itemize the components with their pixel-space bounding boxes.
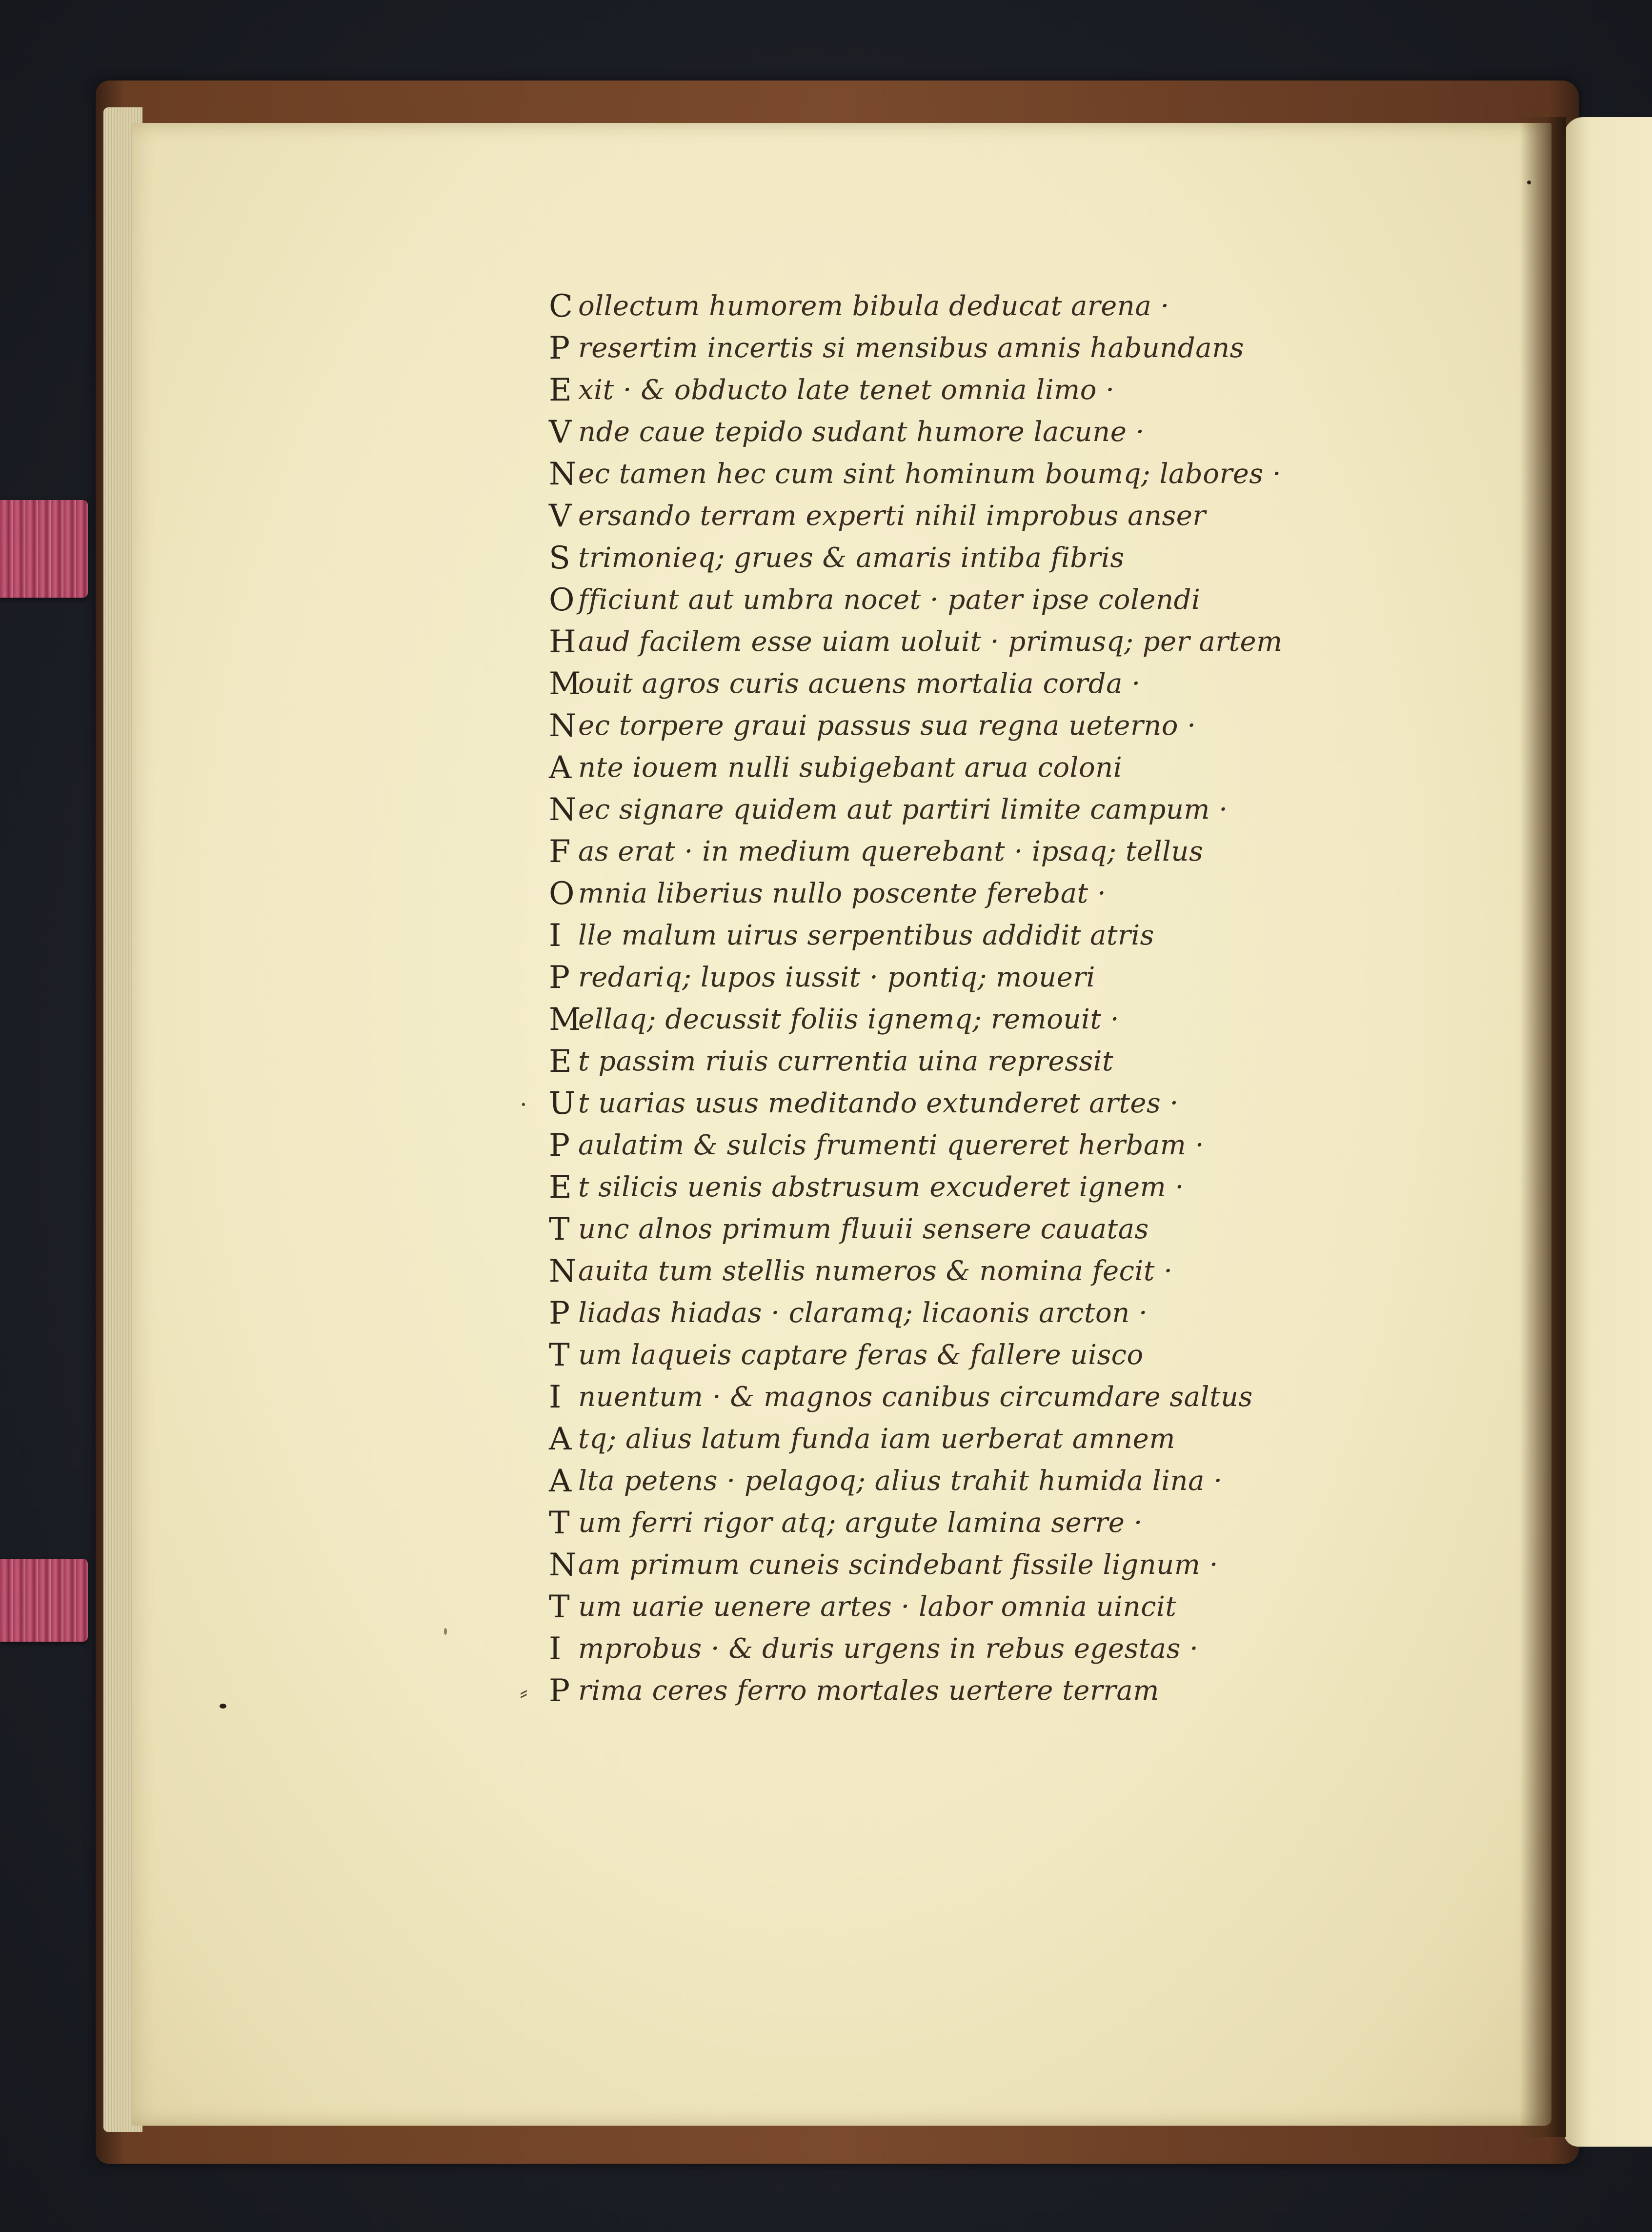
- verse-text: xit · & obducto late tenet omnia limo ·: [578, 374, 1115, 406]
- verse-initial: N: [549, 1253, 576, 1289]
- verse-initial: M: [549, 666, 581, 702]
- verse-line: [549, 747, 1427, 789]
- verse-text: as erat · in medium querebant · ipsaq; tellus: [578, 836, 1204, 867]
- verse-text: ellaq; decussit foliis ignemq; remouit ·: [578, 1004, 1120, 1035]
- verse-line: [549, 1628, 1427, 1670]
- verse-line: [549, 1166, 1427, 1208]
- verse-text: nde caue tepido sudant humore lacune ·: [578, 416, 1145, 448]
- verse-initial: T: [549, 1211, 570, 1247]
- verse-line: [549, 537, 1427, 579]
- verse-line: [549, 915, 1427, 957]
- ink-speck: [444, 1628, 447, 1635]
- verse-line: [549, 663, 1427, 705]
- verse-initial: V: [549, 498, 572, 534]
- verse-text: unc alnos primum fluuii sensere cauatas: [578, 1213, 1149, 1245]
- verse-initial: P: [549, 1295, 570, 1331]
- verse-text: ec torpere graui passus sua regna ueterno ·: [578, 710, 1196, 742]
- verse-line: [549, 285, 1427, 327]
- verse-line: [549, 957, 1427, 999]
- verse-line: [549, 621, 1427, 663]
- margin-mark: ⸗: [520, 1678, 528, 1706]
- textile-tie-upper: [0, 500, 88, 598]
- verse-text: rima ceres ferro mortales uertere terram: [578, 1675, 1159, 1707]
- verse-line: [549, 705, 1427, 747]
- verse-initial: A: [549, 1421, 572, 1457]
- verse-text: am primum cuneis scindebant fissile lignum ·: [578, 1549, 1219, 1581]
- verse-line: [549, 873, 1427, 915]
- verse-initial: O: [549, 876, 575, 912]
- verse-text: redariq; lupos iussit · pontiq; moueri: [578, 962, 1095, 993]
- verse-text: auita tum stellis numeros & nomina fecit ·: [578, 1255, 1173, 1287]
- verse-line: [520, 1083, 1427, 1125]
- verse-initial: N: [549, 708, 576, 744]
- verse-line: [549, 495, 1427, 537]
- verse-initial: P: [549, 1673, 570, 1709]
- verse-line: [549, 453, 1427, 495]
- verse-initial: P: [549, 1127, 570, 1164]
- verse-initial: H: [549, 624, 576, 660]
- verse-text: um uarie uenere artes · labor omnia uincit: [578, 1591, 1177, 1623]
- verse-initial: C: [549, 288, 573, 324]
- verse-initial: A: [549, 1463, 572, 1499]
- verse-initial: O: [549, 582, 575, 618]
- verse-text: t silicis uenis abstrusum excuderet ignem ·: [578, 1171, 1184, 1203]
- verse-line: [549, 579, 1427, 621]
- verse-line: [549, 831, 1427, 873]
- verse-line: [549, 1208, 1427, 1250]
- verse-text: resertim incertis si mensibus amnis habundans: [578, 332, 1244, 364]
- verse-text: um laqueis captare feras & fallere uisco: [578, 1339, 1144, 1371]
- verse-line: [549, 1292, 1427, 1334]
- verse-initial: E: [549, 1169, 572, 1206]
- verse-text: mprobus · & duris urgens in rebus egestas ·: [578, 1633, 1199, 1665]
- verse-text: aulatim & sulcis frumenti quereret herbam ·: [578, 1129, 1204, 1161]
- gutter-shadow: [1520, 117, 1566, 2137]
- verse-initial: V: [549, 414, 572, 450]
- verse-initial: P: [549, 330, 570, 366]
- verse-line: [549, 1418, 1427, 1460]
- verse-text: ec signare quidem aut partiri limite campum ·: [578, 794, 1228, 825]
- verse-line: [549, 411, 1427, 453]
- verse-initial: M: [549, 1002, 581, 1038]
- verse-initial: I: [549, 1379, 562, 1415]
- verse-text: ollectum humorem bibula deducat arena ·: [578, 290, 1169, 322]
- verse-initial: N: [549, 792, 576, 828]
- verse-text: um ferri rigor atq; argute lamina serre ·: [578, 1507, 1143, 1539]
- verse-text: liadas hiadas · claramq; licaonis arcton ·: [578, 1297, 1148, 1329]
- verse-initial: E: [549, 1044, 572, 1080]
- verse-line: [520, 1670, 1427, 1712]
- verse-line: [549, 1041, 1427, 1083]
- verse-text: lle malum uirus serpentibus addidit atris: [578, 920, 1154, 951]
- verse-text: nuentum · & magnos canibus circumdare saltus: [578, 1381, 1253, 1413]
- verse-initial: N: [549, 456, 576, 492]
- verse-initial: I: [549, 918, 562, 954]
- verse-text: nte iouem nulli subigebant arua coloni: [578, 752, 1123, 784]
- verse-line: [549, 1334, 1427, 1376]
- verse-initial: T: [549, 1337, 570, 1373]
- verse-text-block: [520, 285, 1427, 1712]
- verse-initial: U: [549, 1086, 575, 1122]
- verse-initial: A: [549, 750, 572, 786]
- verse-text: tq; alius latum funda iam uerberat amnem: [578, 1423, 1175, 1455]
- verse-initial: T: [549, 1589, 570, 1625]
- verse-line: [549, 1586, 1427, 1628]
- verse-text: ec tamen hec cum sint hominum boumq; labores ·: [578, 458, 1282, 490]
- verse-initial: F: [549, 834, 571, 870]
- verse-text: ouit agros curis acuens mortalia corda ·: [578, 668, 1141, 700]
- verse-text: fficiunt aut umbra nocet · pater ipse colendi: [578, 584, 1201, 616]
- verse-text: aud facilem esse uiam uoluit · primusq; per artem: [578, 626, 1283, 658]
- verse-initial: E: [549, 372, 572, 408]
- ink-speck: [220, 1704, 226, 1709]
- facing-page-edge: [1564, 117, 1652, 2147]
- verse-initial: P: [549, 960, 570, 996]
- verse-line: [549, 789, 1427, 831]
- verse-text: ersando terram experti nihil improbus anser: [578, 500, 1206, 532]
- verse-text: t uarias usus meditando extunderet artes ·: [578, 1087, 1179, 1119]
- verse-line: [549, 1502, 1427, 1544]
- textile-tie-lower: [0, 1559, 88, 1642]
- verse-line: [549, 1125, 1427, 1166]
- verse-line: [549, 999, 1427, 1041]
- verse-line: [549, 369, 1427, 411]
- verse-text: trimonieq; grues & amaris intiba fibris: [578, 542, 1125, 574]
- verse-initial: S: [549, 540, 570, 576]
- verse-line: [549, 1250, 1427, 1292]
- margin-mark: ·: [520, 1090, 527, 1119]
- verse-line: [549, 1376, 1427, 1418]
- verse-text: lta petens · pelagoq; alius trahit humida lina ·: [578, 1465, 1223, 1497]
- verse-initial: I: [549, 1631, 562, 1667]
- verse-initial: T: [549, 1505, 570, 1541]
- verse-initial: N: [549, 1547, 576, 1583]
- verse-text: t passim riuis currentia uina repressit: [578, 1046, 1114, 1077]
- verse-text: mnia liberius nullo poscente ferebat ·: [578, 878, 1107, 909]
- verse-line: [549, 327, 1427, 369]
- verse-line: [549, 1460, 1427, 1502]
- verse-line: [549, 1544, 1427, 1586]
